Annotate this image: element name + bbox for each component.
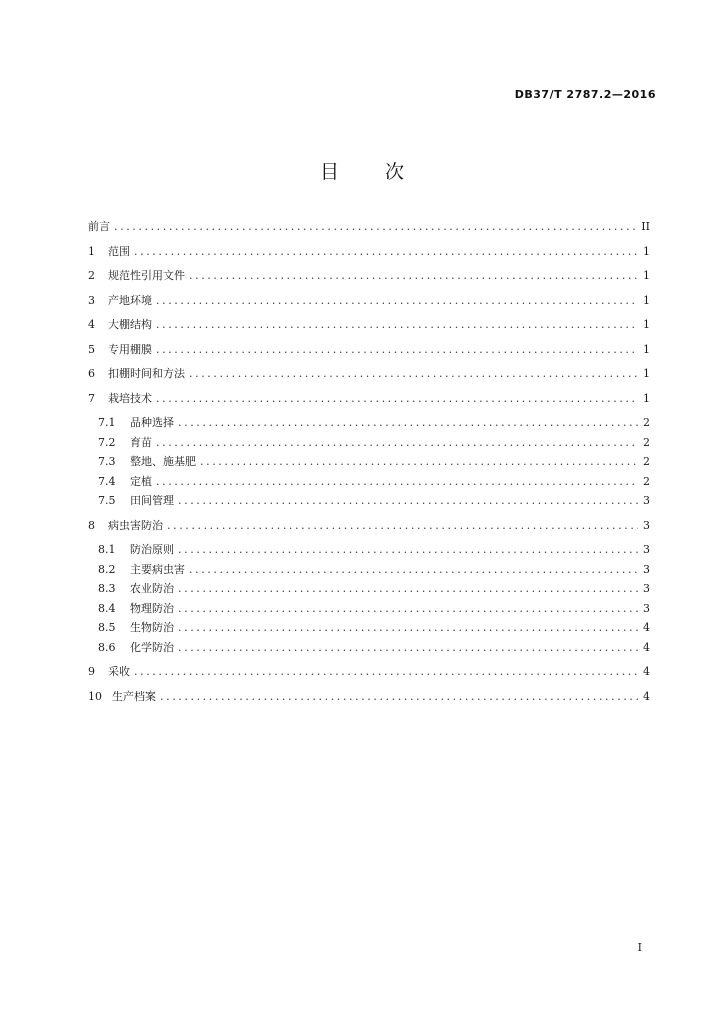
- toc-entry-label: 品种选择: [130, 416, 174, 429]
- dot-leader: [167, 519, 638, 532]
- toc-entry-foreword[interactable]: [88, 218, 650, 243]
- toc-entry-page: 1: [643, 318, 650, 331]
- toc-entry-number: 8: [88, 518, 95, 532]
- toc-entry-8-6[interactable]: [88, 639, 650, 664]
- dot-leader: [156, 318, 638, 331]
- toc-entry-number: 7.1: [98, 416, 116, 429]
- toc-entry-number: 8.3: [98, 582, 116, 595]
- toc-entry-7-4[interactable]: [88, 473, 650, 493]
- toc-entry-page: 1: [643, 367, 650, 380]
- toc-entry-label: 化学防治: [130, 640, 174, 654]
- toc-entry-10[interactable]: [88, 688, 650, 713]
- dot-leader: [160, 690, 638, 703]
- toc-entry-label: 育苗: [130, 435, 152, 449]
- toc-entry-page: 3: [643, 518, 650, 532]
- dot-leader: [156, 475, 638, 488]
- toc-entry-8-2[interactable]: [88, 561, 650, 581]
- toc-entry-page: 1: [643, 342, 650, 356]
- toc-entry-number: 7.4: [98, 474, 116, 488]
- page-number: I: [637, 941, 642, 954]
- toc-entry-8-1[interactable]: [88, 541, 650, 561]
- toc-entry-page: 1: [643, 269, 650, 282]
- toc-entry-number: 9: [88, 665, 95, 678]
- toc-entry-label: 产地环境: [108, 293, 152, 307]
- dot-leader: [178, 641, 638, 654]
- dot-leader: [200, 455, 638, 468]
- toc-entry-label: 整地、施基肥: [130, 455, 196, 468]
- toc-entry-1[interactable]: [88, 243, 650, 268]
- toc-entry-7-3[interactable]: [88, 453, 650, 473]
- toc-entry-page: 3: [643, 582, 650, 595]
- toc-entry-label: 田间管理: [130, 494, 174, 507]
- toc-entry-label: 病虫害防治: [108, 518, 163, 532]
- toc-entry-2[interactable]: [88, 267, 650, 292]
- toc-entry-number: 4: [88, 318, 95, 331]
- toc-entry-number: 8.5: [98, 621, 116, 634]
- toc-entry-number: 7: [88, 391, 95, 405]
- dot-leader: [189, 563, 638, 576]
- dot-leader: [178, 621, 638, 634]
- toc-entry-page: 3: [643, 601, 650, 615]
- toc-entry-page: 4: [643, 640, 650, 654]
- toc-entry-number: 5: [88, 342, 95, 356]
- toc-entry-page: 1: [643, 244, 650, 258]
- toc-entry-number: 8.6: [98, 640, 116, 654]
- toc-entry-number: 7.5: [98, 494, 116, 507]
- toc-entry-page: 2: [643, 435, 650, 449]
- toc-entry-label: 定植: [130, 474, 152, 488]
- toc-entry-5[interactable]: [88, 341, 650, 366]
- dot-leader: [114, 220, 637, 233]
- toc-entry-page: 2: [643, 455, 650, 468]
- toc-entry-7-2[interactable]: [88, 434, 650, 454]
- toc-entry-number: 1: [88, 244, 95, 258]
- toc-entry-page: II: [641, 220, 650, 233]
- toc-entry-label: 扣棚时间和方法: [108, 367, 185, 380]
- toc-entry-label: 物理防治: [130, 601, 174, 615]
- toc-entry-number: 8.2: [98, 562, 116, 576]
- toc-entry-number: 7.2: [98, 435, 116, 449]
- toc-entry-label: 生物防治: [130, 621, 174, 634]
- toc-entry-number: 8.4: [98, 601, 116, 615]
- toc-entry-page: 1: [643, 293, 650, 307]
- toc-title: 目 次: [319, 161, 425, 183]
- dot-leader: [156, 436, 638, 449]
- toc-entry-label: 主要病虫害: [130, 562, 185, 576]
- toc-entry-label: 生产档案: [112, 689, 156, 703]
- dot-leader: [178, 494, 638, 507]
- toc-entry-number: 10: [88, 689, 102, 703]
- toc-entry-7[interactable]: [88, 390, 650, 415]
- standard-code: DB37/T 2787.2—2016: [514, 88, 656, 101]
- toc-entry-8-4[interactable]: [88, 600, 650, 620]
- toc-entry-label: 栽培技术: [108, 391, 152, 405]
- toc-entry-label: 采收: [108, 665, 130, 678]
- table-of-contents: [88, 218, 650, 712]
- toc-entry-page: 3: [643, 494, 650, 507]
- dot-leader: [178, 582, 638, 595]
- dot-leader: [178, 602, 638, 615]
- toc-entry-6[interactable]: [88, 365, 650, 390]
- toc-entry-page: 4: [643, 665, 650, 678]
- dot-leader: [189, 367, 638, 380]
- toc-entry-label: 专用棚膜: [108, 342, 152, 356]
- dot-leader: [178, 416, 638, 429]
- toc-entry-4[interactable]: [88, 316, 650, 341]
- toc-entry-8[interactable]: [88, 517, 650, 542]
- toc-entry-8-3[interactable]: [88, 580, 650, 600]
- toc-entry-8-5[interactable]: [88, 619, 650, 639]
- dot-leader: [134, 245, 638, 258]
- toc-entry-number: 8.1: [98, 543, 116, 556]
- toc-entry-7-1[interactable]: [88, 414, 650, 434]
- toc-entry-page: 4: [643, 621, 650, 634]
- dot-leader: [156, 343, 638, 356]
- toc-entry-page: 3: [643, 562, 650, 576]
- toc-entry-7-5[interactable]: [88, 492, 650, 517]
- toc-entry-number: 2: [88, 269, 95, 282]
- toc-entry-number: 3: [88, 293, 95, 307]
- toc-entry-number: 7.3: [98, 455, 116, 468]
- toc-entry-label: 农业防治: [130, 582, 174, 595]
- dot-leader: [178, 543, 638, 556]
- dot-leader: [189, 269, 638, 282]
- toc-entry-label: 前言: [88, 220, 110, 233]
- dot-leader: [156, 392, 638, 405]
- toc-entry-label: 防治原则: [130, 543, 174, 556]
- toc-entry-label: 大棚结构: [108, 318, 152, 331]
- toc-entry-page: 2: [643, 474, 650, 488]
- toc-entry-page: 1: [643, 391, 650, 405]
- dot-leader: [156, 294, 638, 307]
- toc-entry-number: 6: [88, 367, 95, 380]
- toc-entry-label: 范围: [108, 244, 130, 258]
- toc-entry-3[interactable]: [88, 292, 650, 317]
- toc-entry-page: 4: [643, 689, 650, 703]
- toc-entry-page: 2: [643, 416, 650, 429]
- toc-entry-label: 规范性引用文件: [108, 269, 185, 282]
- dot-leader: [134, 665, 638, 678]
- toc-entry-9[interactable]: [88, 663, 650, 688]
- toc-entry-page: 3: [643, 543, 650, 556]
